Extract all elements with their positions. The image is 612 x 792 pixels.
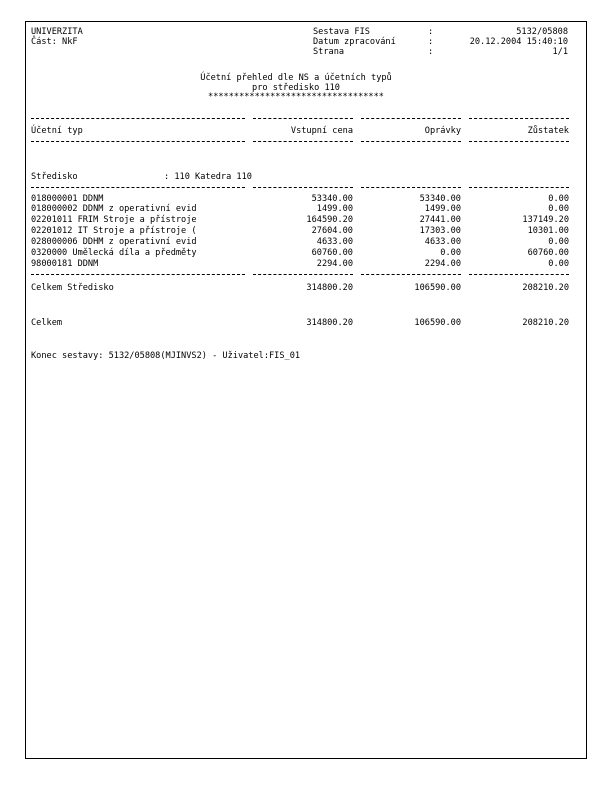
cost-center-value: : 110 Katedra 110 [164,172,252,182]
row-price: 164590.20 [306,215,353,225]
subtotal-label: Celkem Středisko [31,283,114,293]
subtotal-balance: 208210.20 [522,283,569,293]
report-label: Sestava FIS [313,27,370,37]
header-colon: : [428,27,434,37]
total-balance: 208210.20 [522,318,569,328]
row-type: 018000001 DDNM [31,194,104,204]
row-depreciation: 0.00 [440,248,461,258]
subtotal-depreciation: 106590.00 [414,283,461,293]
row-type: 02201012 IT Stroje a přístroje ( [31,226,197,236]
row-depreciation: 2294.00 [424,259,461,269]
row-price: 27604.00 [311,226,353,236]
row-depreciation: 17303.00 [419,226,461,236]
col-header-price: Vstupní cena [290,126,353,136]
report-page [25,21,587,759]
divider [361,187,461,188]
divider [469,274,569,275]
org-name: UNIVERZITA [31,27,83,37]
row-price: 60760.00 [311,248,353,258]
report-id: 5132/05808 [516,27,568,37]
divider [253,141,353,142]
col-header-type: Účetní typ [31,126,83,136]
date-label: Datum zpracování [313,37,396,47]
divider [253,118,353,119]
divider [361,118,461,119]
report-end-note: Konec sestavy: 5132/05808(MJINVS2) - Uživatel:FIS_01 [31,351,301,361]
row-balance: 137149.20 [522,215,569,225]
row-type: 0320000 Umělecká díla a předměty [31,248,197,258]
subtotal-price: 314800.20 [306,283,353,293]
header-colon: : [428,47,434,57]
divider [361,141,461,142]
title-underline: ********************************** [208,92,384,102]
row-balance: 0.00 [548,194,569,204]
divider [31,187,245,188]
cost-center-label: Středisko [31,172,78,182]
total-price: 314800.20 [306,318,353,328]
row-balance: 60760.00 [527,248,569,258]
col-header-balance: Zůstatek [527,126,569,136]
divider [253,274,353,275]
row-price: 53340.00 [311,194,353,204]
divider [469,118,569,119]
divider [361,274,461,275]
divider [469,141,569,142]
row-depreciation: 4633.00 [424,237,461,247]
divider [469,187,569,188]
page-label: Strana [313,47,345,57]
report-title: Účetní přehled dle NS a účetních typů [200,73,392,83]
col-header-depreciation: Oprávky [424,126,461,136]
row-balance: 0.00 [548,204,569,214]
row-depreciation: 53340.00 [419,194,461,204]
row-type: 018000002 DDNM z operativní evid [31,204,197,214]
row-price: 1499.00 [316,204,353,214]
divider [31,141,245,142]
row-balance: 0.00 [548,237,569,247]
row-price: 4633.00 [316,237,353,247]
row-type: 028000006 DDHM z operativní evid [31,237,197,247]
divider [253,187,353,188]
row-type: 02201011 FRIM Stroje a přístroje [31,215,197,225]
part-label: Část: NkF [31,37,78,47]
row-depreciation: 27441.00 [419,215,461,225]
total-label: Celkem [31,318,63,328]
processing-date: 20.12.2004 15:40:10 [469,37,568,47]
row-balance: 0.00 [548,259,569,269]
total-depreciation: 106590.00 [414,318,461,328]
row-type: 98000181 DDNM [31,259,99,269]
row-depreciation: 1499.00 [424,204,461,214]
divider [31,118,245,119]
row-balance: 10301.00 [527,226,569,236]
header-colon: : [428,37,434,47]
row-price: 2294.00 [316,259,353,269]
report-subtitle: pro středisko 110 [252,83,340,93]
page-number: 1/1 [552,47,568,57]
divider [31,274,245,275]
